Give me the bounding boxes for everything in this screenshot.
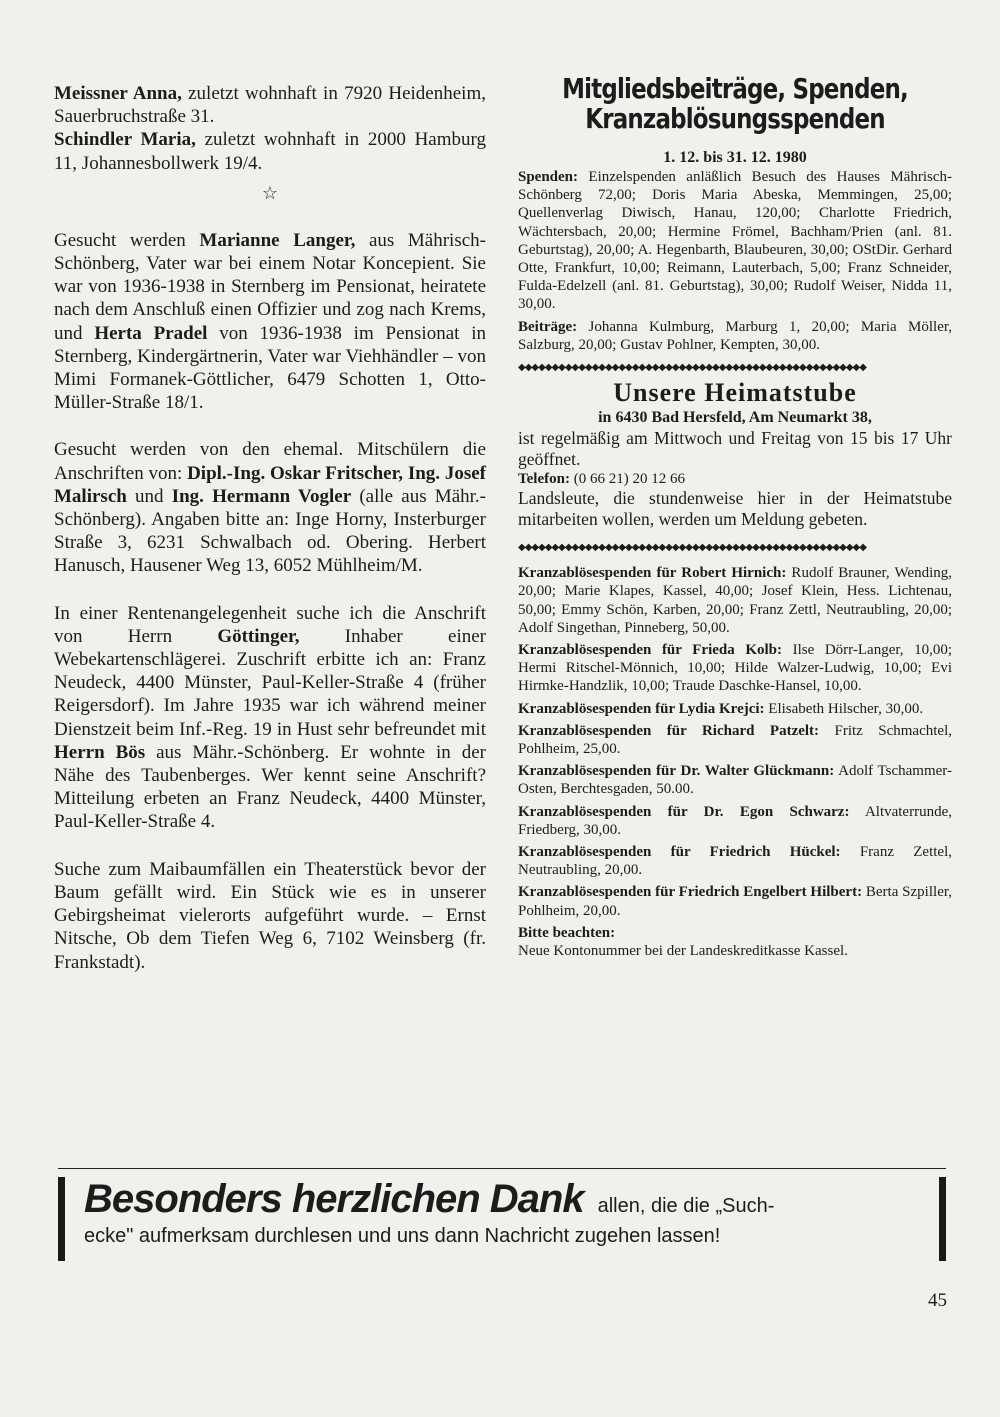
kranz-entry: Kranzablösespenden für Richard Patzelt: Fritz Schmachtel, Pohlheim, 25,00. (518, 722, 952, 758)
heimatstube-heading: Unsere Heimatstube (613, 378, 857, 408)
thanks-line1 (84, 1177, 774, 1222)
kranz-entry: Kranzablösespenden für Frieda Kolb: Ilse Dörr-Langer, 10,00; Hermi Ritschel-Mönnich, 10,00; Hilde Walzer-Ludwig, 10,00; Evi Hirmke-Handzlik, 10,00; Traude Daschke-Hansel, 10,00. (518, 642, 952, 695)
thanks-bar-right (939, 1177, 946, 1261)
kranz-entry: Kranzablösespenden für Robert Hirnich: Rudolf Brauner, Wending, 20,00; Marie Klapes, Kassel, 40,00; Josef Klein, Hess. Lichtenau, 50,00; Emmy Schön, Karben, 20,00; Franz Zettl, Neutraubling, 20,00; Adolf Singethan, Pinneberg, 50,00. (518, 565, 953, 636)
thanks-box (58, 1168, 946, 1263)
page-number: 45 (928, 1290, 947, 1311)
kranz-entry: Kranzablösespenden für Friedrich Hückel: Franz Zettel, Neutraubling, 20,00. (518, 844, 952, 879)
diamond-divider: ◆◆◆◆◆◆◆◆◆◆◆◆◆◆◆◆◆◆◆◆◆◆◆◆◆◆◆◆◆◆◆◆◆◆◆◆◆◆◆◆◆◆◆◆◆◆◆◆◆◆◆◆ (518, 542, 866, 554)
heimatstube-phone: Telefon: (0 66 21) 20 12 66 (518, 471, 685, 488)
heimatstube-hours: ist regelmäßig am Mittwoch und Freitag von 15 bis 17 Uhr geöffnet. (518, 428, 952, 470)
star-icon: ☆ (261, 182, 279, 203)
kranz-entry: Kranzablösespenden für Lydia Krejci: Elisabeth Hilscher, 30,00. (518, 700, 924, 717)
search-entry-meissner: Meissner Anna, zuletzt wohnhaft in 7920 Heidenheim, Sauerbruchstraße 31. (54, 83, 486, 128)
right-column (518, 74, 952, 960)
search-paragraph-goettinger: In einer Rentenangelegenheit suche ich die Anschrift von Herrn Göttinger, Inhaber einer Webekartenschlägerei. Zuschrift erbitte ich an: Franz Neudeck, 4400 Münster, Paul-Keller-Straße 4 (früher Reigersdorf). Im Jahre 1935 war ich während meiner Dienstzeit beim Inf.-Reg. 19 in Hust sehr befreundet mit Herrn Bös aus Mähr.-Schönberg. Er wohnte in der Nähe des Taubenberges. Wer kennt seine Anschrift? Mitteilung erbeten an Franz Neudeck, 4400 Münster, Paul-Keller-Straße 4. (54, 602, 486, 833)
thanks-bar-left (58, 1177, 65, 1261)
kranz-entry: Kranzablösespenden für Friedrich Engelbert Hilbert: Berta Szpiller, Pohlheim, 20,00. (518, 884, 952, 919)
heimatstube-address: in 6430 Bad Hersfeld, Am Neumarkt 38, (598, 409, 872, 427)
search-paragraph-classmates: Gesucht werden von den ehemal. Mitschülern die Anschriften von: Dipl.-Ing. Oskar Fritscher, Ing. Josef Malirsch und Ing. Hermann Vogler (alle aus Mähr.-Schönberg). Angaben bitte an: Inge Horny, Insterburger Straße 3, 6231 Schwalbach od. Obering. Herbert Hanusch, Hausener Weg 13, 6052 Mühlheim/M. (54, 439, 486, 577)
kranz-entry: Kranzablösespenden für Dr. Egon Schwarz: Altvaterrunde, Friedberg, 30,00. (518, 803, 952, 838)
search-paragraph-langer: Gesucht werden Marianne Langer, aus Mährisch-Schönberg, Vater war bei einem Notar Koncepient. Sie war von 1936-1938 in Sternberg im Pensionat, heiratete nach dem Anschluß einen Offizier und zog nach Krems, und Herta Pradel von 1936-1938 im Pensionat in Sternberg, Kindergärtnerin, Vater war Viehhändler – von Mimi Formanek-Göttlicher, 6479 Schotten 1, Otto-Müller-Straße 18/1. (54, 229, 486, 414)
spenden-paragraph: Spenden: Einzelspenden anläßlich Besuch des Hauses Mährisch-Schönberg 72,00; Doris Maria Abeska, Memmingen, 25,00; Quellenverlag Diwisch, Hanau, 120,00; Charlotte Friedrich, Wächtersbach, 20,00; Hermine Frömel, Bachham/Prien (anl. 81. Geburtstag), 20,00; A. Hegenbarth, Blaubeuren, 30,00; OStDir. Gerhard Otte, Frankfurt, 10,00; Reimann, Lauterbach, 5,00; Franz Schneider, Fulda-Edelzell (anl. 81. Geburtstag), 30,00; Rudolf Weiser, Nidda 11, 30,00. (518, 169, 952, 313)
note-text: Neue Kontonummer bei der Landeskreditkasse Kassel. (518, 943, 848, 960)
kranz-list (518, 564, 952, 920)
search-paragraph-maibaum: Suche zum Maibaumfällen ein Theaterstück bevor der Baum gefällt wird. Ein Stück wie es in unserer Gebirgsheimat vielerorts aufgeführt wurde. – Ernst Nitsche, Ob dem Tiefen Weg 6, 7102 Weinsberg (fr. Frankstadt). (54, 858, 486, 973)
note-label: Bitte beachten: (518, 924, 616, 941)
thanks-line2: ecke" aufmerksam durchlesen und uns dann Nachricht zugehen lassen! (84, 1225, 721, 1247)
diamond-divider: ◆◆◆◆◆◆◆◆◆◆◆◆◆◆◆◆◆◆◆◆◆◆◆◆◆◆◆◆◆◆◆◆◆◆◆◆◆◆◆◆◆◆◆◆◆◆◆◆◆◆◆◆ (518, 362, 866, 374)
period-heading: 1. 12. bis 31. 12. 1980 (663, 149, 807, 166)
donations-heading: Mitgliedsbeiträge, Spenden, Kranzablösungsspenden (562, 72, 908, 135)
beitraege-paragraph: Beiträge: Johanna Kulmburg, Marburg 1, 20,00; Maria Möller, Salzburg, 20,00; Gustav Pohlner, Kempten, 30,00. (518, 318, 952, 353)
heimatstube-call: Landsleute, die stundenweise hier in der Heimatstube mitarbeiten wollen, werden um Meldung gebeten. (518, 488, 952, 530)
thanks-headline: Besonders herzlichen Dank (84, 1177, 584, 1221)
thanks-text-start: allen, die die „Such- (597, 1195, 775, 1217)
kranz-entry: Kranzablösespenden für Dr. Walter Glückmann: Adolf Tschammer-Osten, Berchtesgaden, 50.00. (518, 763, 952, 798)
search-entry-schindler: Schindler Maria, zuletzt wohnhaft in 2000 Hamburg 11, Johannesbollwerk 19/4. (54, 129, 486, 174)
left-column (54, 82, 486, 974)
